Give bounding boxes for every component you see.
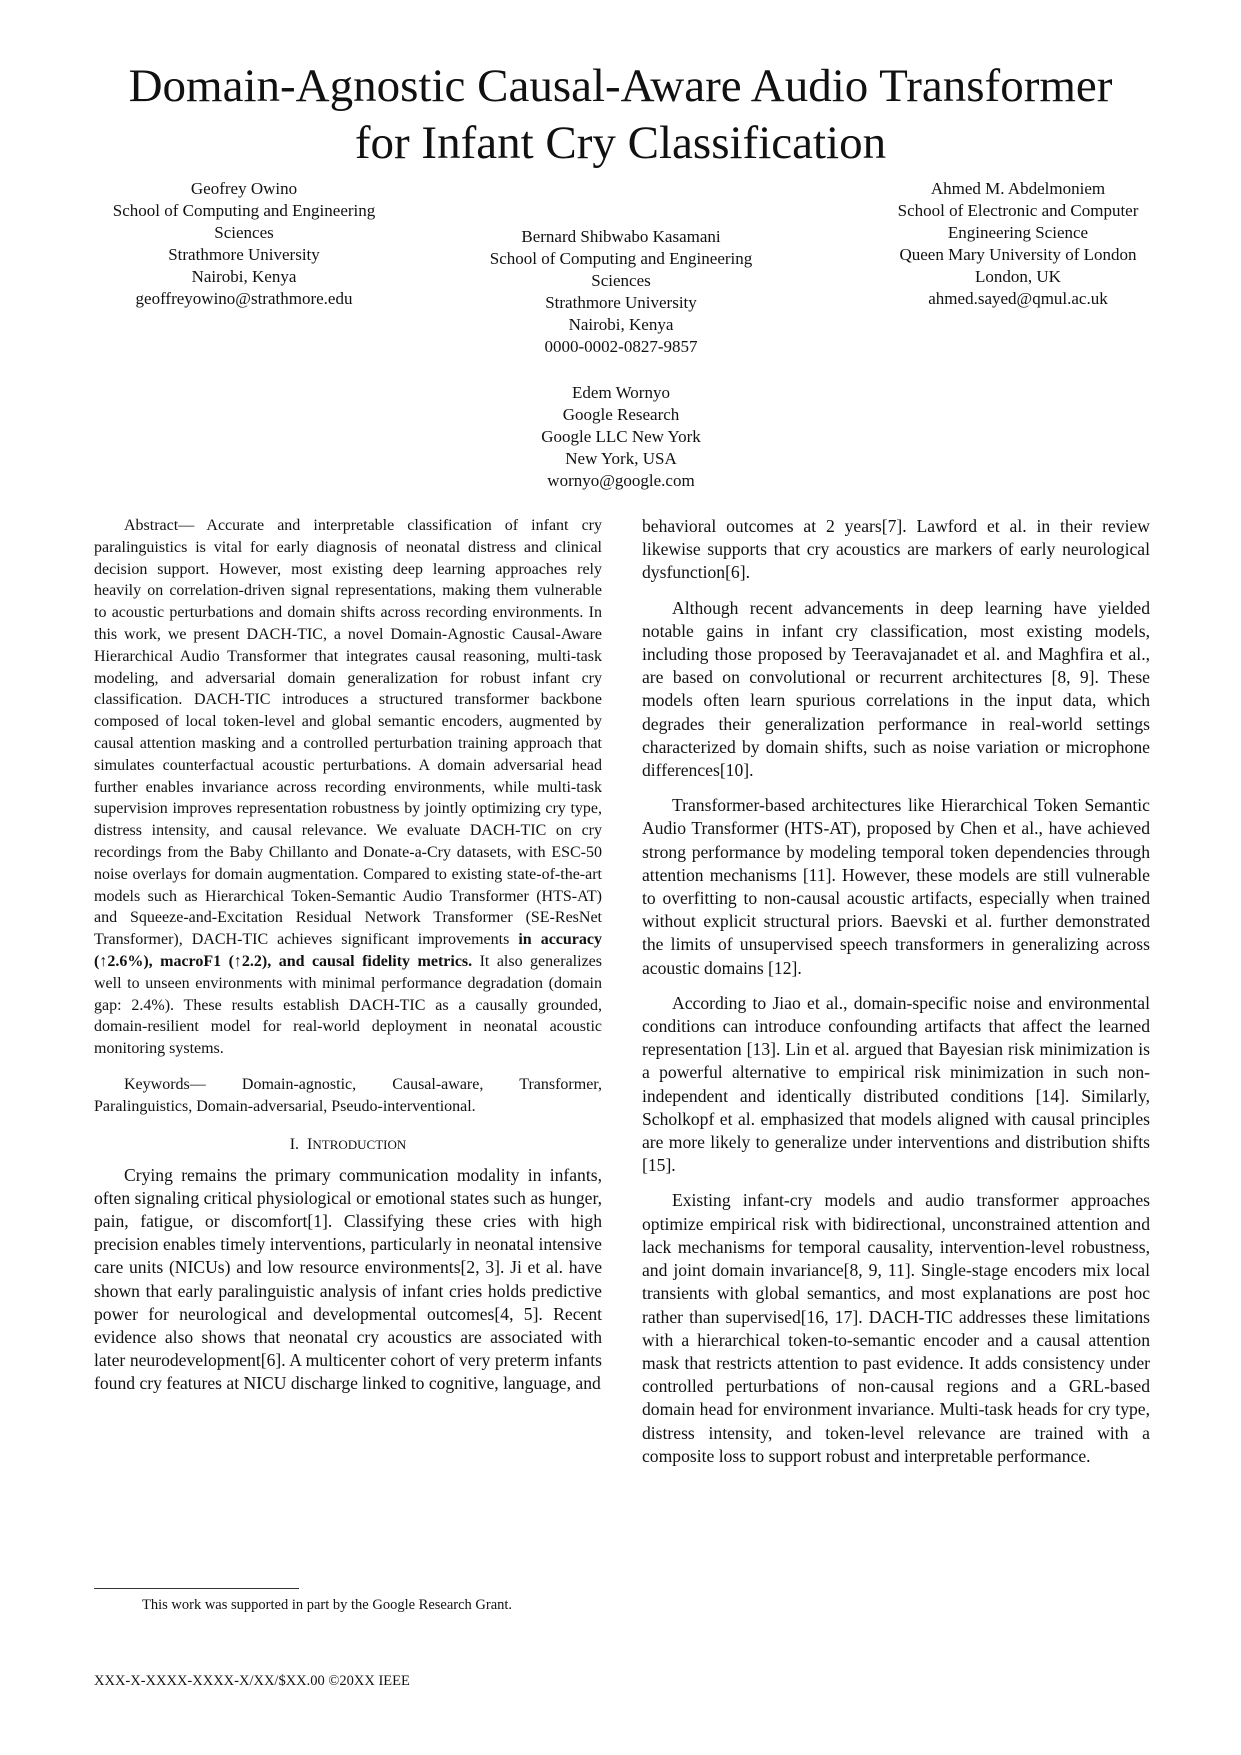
title-line-1: Domain-Agnostic Causal-Aware Audio Transformer [128,60,1113,112]
section-initial: I [307,1135,313,1153]
abstract-text-end: It also generalizes well to unseen environments with minimal performance degradation (domain gap: 2.4%). These results establish DACH-TIC as a causally grounded, domain-resilient model for real-world deployment in neonatal acoustic monitoring systems. [94,952,602,1058]
author-email: geoffreyowino@strathmore.edu [135,289,353,308]
author-name: Bernard Shibwabo Kasamani [521,227,721,246]
author-name: Ahmed M. Abdelmoniem [930,179,1106,198]
author-location: New York, USA [565,449,677,468]
section-number: I. [289,1135,300,1153]
author-university: Strathmore University [545,293,697,312]
paragraph: Although recent advancements in deep learning have yielded notable gains in infant cry classification, most existing models, including those proposed by Teeravajanadet et al. and Maghfira et al., are based on convolutional or recurrent architectures [8, 9]. These models often learn spurious correlations in the input data, which degrades their generalization performance in real-world settings characterized by domain shifts, such as noise variation or microphone differences[10]. [642,597,1150,781]
right-column [642,515,1150,1468]
paragraph-continued: behavioral outcomes at 2 years[7]. Lawford et al. in their review likewise supports that cry acoustics are markers of early neurological dysfunction[6]. [642,516,1150,583]
paragraph: Existing infant-cry models and audio transformer approaches optimize empirical risk with bidirectional, unconstrained attention and lack mechanisms for temporal causality, intervention-level robustness, and joint domain invariance[8, 9, 11]. Single-stage encoders mix local transients with global semantics, and most explanations are post hoc rather than supervised[16, 17]. DACH-TIC addresses these limitations with a hierarchical token-to-semantic encoder and a causal attention mask that restricts attention to past evidence. It adds consistency under controlled perturbations of non-causal regions and a GRL-based domain head for environment invariance. Multi-task heads for cry type, distress intensity, and token-level relevance are trained with a composite loss to support robust and interpretable performance. [642,1190,1150,1466]
author-location: London, UK [975,267,1061,286]
author-block-4 [451,382,791,492]
author-department-cont: Engineering Science [947,223,1089,242]
author-email: ahmed.sayed@qmul.ac.uk [928,289,1108,308]
intro-paragraph: Crying remains the primary communication modality in infants, often signaling critical physiological or emotional states such as hunger, pain, fatigue, or discomfort[1]. Classifying these cries with high precision enables timely interventions, particularly in neonatal intensive care units (NICUs) and low resource environments[2, 3]. Ji et al. have shown that early paralinguistic analysis of infant cries holds predictive power for neurological and developmental outcomes[4, 5]. Recent evidence also shows that neonatal cry acoustics are associated with later neurodevelopment[6]. A multicenter cohort of very preterm infants found cry features at NICU discharge linked to cognitive, language, and [94,1164,602,1394]
author-location: Nairobi, Kenya [568,315,674,334]
paragraph: According to Jiao et al., domain-specific noise and environmental conditions can introduce confounding artifacts that affect the learned representation [13]. Lin et al. argued that Bayesian risk minimization is a powerful alternative to empirical risk minimization in such non-independent and identically distributed conditions [14]. Similarly, Scholkopf et al. emphasized that models aligned with causal principles are more likely to generalize under interventions and distribution shifts [15]. [642,992,1150,1176]
author-organization: Google Research [562,405,680,424]
author-company: Google LLC New York [541,427,701,446]
abstract [94,515,602,1060]
author-block-3 [848,178,1188,310]
left-column [94,515,602,1396]
author-department: School of Electronic and Computer [897,201,1139,220]
author-university: Queen Mary University of London [899,245,1137,264]
author-department: School of Computing and Engineering [489,249,753,268]
section-heading-introduction [94,1134,602,1156]
author-block-1 [74,178,414,310]
abstract-text: Abstract— Accurate and interpretable classification of infant cry paralinguistics is vital for early diagnosis of neonatal distress and clinical decision support. However, most existing deep learning approaches rely heavily on correlation-driven signal representations, making them vulnerable to acoustic perturbations and domain shifts across recording environments. In this work, we present DACH-TIC, a novel Domain-Agnostic Causal-Aware Hierarchical Audio Transformer that integrates causal reasoning, multi-task modeling, and adversarial domain generalization for robust infant cry classification. DACH-TIC introduces a structured transformer backbone composed of local token-level and global semantic encoders, augmented by causal attention masking and a controlled perturbation training approach that simulates counterfactual acoustic perturbations. A domain adversarial head further enables invariance across recording environments, while multi-task supervision improves representation robustness by jointly optimizing cry type, distress intensity, and causal relevance. We evaluate DACH-TIC on cry recordings from the Baby Chillanto and Donate-a-Cry datasets, with ESC-50 noise overlays for domain augmentation. Compared to existing state-of-the-art models such as Hierarchical Token-Semantic Audio Transformer (HTS-AT) and Squeeze-and-Excitation Residual Network Transformer (SE-ResNet Transformer), DACH-TIC achieves significant improvements [94,517,602,949]
author-email: wornyo@google.com [547,471,695,490]
author-name: Edem Wornyo [572,383,670,402]
author-name: Geofrey Owino [190,179,298,198]
author-department-cont: Sciences [591,271,651,290]
section-title-rest: NTRODUCTION [312,1136,407,1152]
copyright-line: XXX-X-XXXX-XXXX-X/XX/$XX.00 ©20XX IEEE [94,1673,410,1689]
paper-title [60,58,1181,172]
keywords: Keywords— Domain-agnostic, Causal-aware, Transformer, Paralinguistics, Domain-adversarial, Pseudo-interventional. [94,1075,602,1115]
author-department-cont: Sciences [214,223,274,242]
author-department: School of Computing and Engineering [112,201,376,220]
author-block-2 [451,226,791,358]
title-line-2: for Infant Cry Classification [354,117,887,169]
author-university: Strathmore University [168,245,320,264]
author-location: Nairobi, Kenya [191,267,297,286]
footnote: This work was supported in part by the Google Research Grant. [142,1597,513,1613]
abstract-bold-results: in accuracy (↑2.6%), macroF1 (↑2.2), and causal fidelity metrics. [94,931,603,970]
paragraph: Transformer-based architectures like Hierarchical Token Semantic Audio Transformer (HTS-AT), proposed by Chen et al., have achieved strong performance by modeling temporal token dependencies through attention mechanisms [11]. However, these models are still vulnerable to overfitting to non-causal acoustic artifacts, especially when trained without explicit structural priors. Baevski et al. further demonstrated the limits of unsupervised speech transformers in generalizing across acoustic domains [12]. [642,795,1150,978]
author-orcid: 0000-0002-0827-9857 [544,337,698,356]
footnote-rule [94,1588,299,1589]
